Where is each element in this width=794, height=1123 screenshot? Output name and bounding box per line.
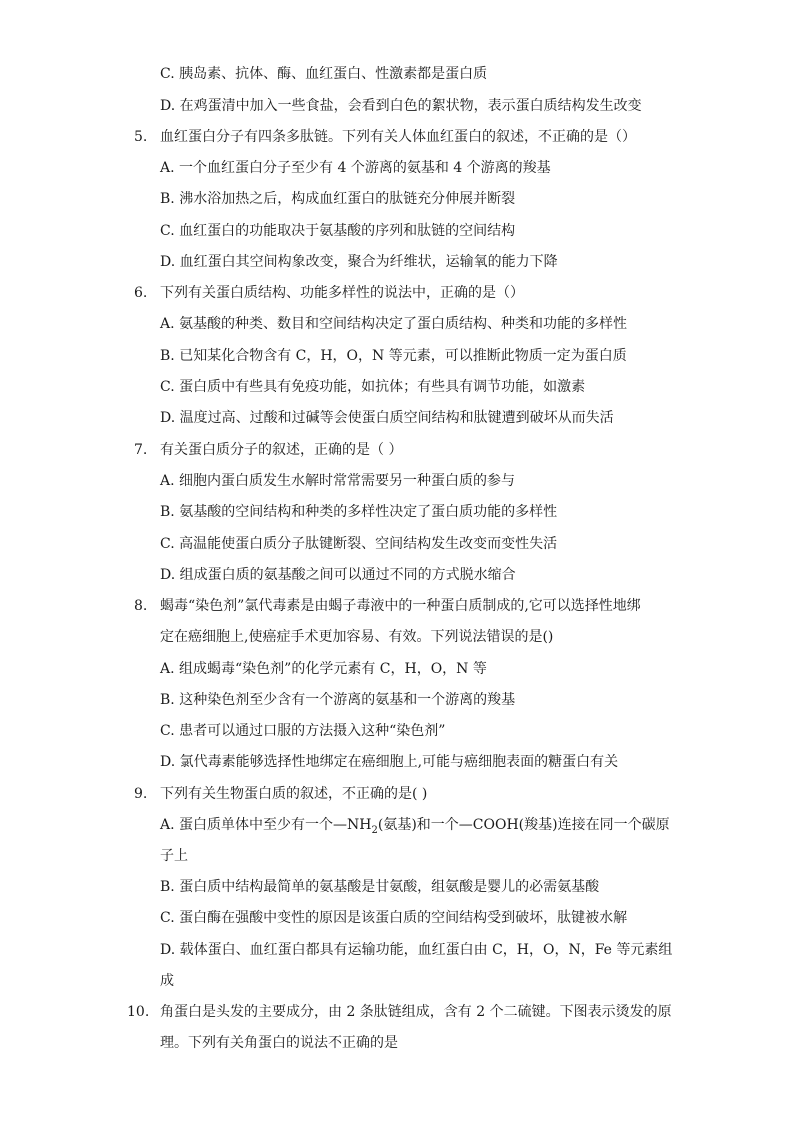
q9-option-a-subscript: 2 bbox=[371, 824, 378, 836]
q8-option-b: B. 这种染色剂至少含有一个游离的氨基和一个游离的羧基 bbox=[160, 692, 516, 708]
q9-option-a-line2: 子上 bbox=[160, 848, 188, 864]
q7-option-b: B. 氨基酸的空间结构和种类的多样性决定了蛋白质功能的多样性 bbox=[160, 504, 558, 520]
q5-option-a: A. 一个血红蛋白分子至少有 4 个游离的氨基和 4 个游离的羧基 bbox=[160, 160, 551, 176]
q8-stem-line2: 定在癌细胞上,使癌症手术更加容易、有效。下列说法错误的是() bbox=[160, 629, 554, 645]
q4-option-c: C. 胰岛素、抗体、酶、血红蛋白、性激素都是蛋白质 bbox=[160, 66, 488, 82]
q10-number: 10. bbox=[127, 1004, 150, 1020]
q6-option-a: A. 氨基酸的种类、数目和空间结构决定了蛋白质结构、种类和功能的多样性 bbox=[160, 316, 628, 332]
q9-option-c: C. 蛋白酶在强酸中变性的原因是该蛋白质的空间结构受到破坏，肽键被水解 bbox=[160, 910, 628, 926]
q6-option-c: C. 蛋白质中有些具有免疫功能，如抗体；有些具有调节功能，如激素 bbox=[160, 379, 586, 395]
q6-stem: 下列有关蛋白质结构、功能多样性的说法中，正确的是（） bbox=[160, 285, 524, 301]
q5-stem: 血红蛋白分子有四条多肽链。下列有关人体血红蛋白的叙述，不正确的是（） bbox=[160, 129, 636, 145]
q9-number: 9. bbox=[134, 786, 148, 802]
q8-stem-line1: 蝎毒“染色剂”氯代毒素是由蝎子毒液中的一种蛋白质制成的,它可以选择性地绑 bbox=[160, 598, 641, 614]
q7-stem: 有关蛋白质分子的叙述，正确的是（ ） bbox=[160, 442, 403, 458]
q7-option-a: A. 细胞内蛋白质发生水解时常常需要另一种蛋白质的参与 bbox=[160, 473, 516, 489]
q10-stem-line2: 理。下列有关角蛋白的说法不正确的是 bbox=[160, 1035, 398, 1051]
q6-number: 6. bbox=[134, 285, 148, 301]
q7-option-c: C. 高温能使蛋白质分子肽键断裂、空间结构发生改变而变性失活 bbox=[160, 536, 558, 552]
q9-option-a-line1 bbox=[160, 815, 670, 835]
q9-option-d-line2: 成 bbox=[160, 973, 174, 989]
q5-option-c: C. 血红蛋白的功能取决于氨基酸的序列和肽链的空间结构 bbox=[160, 223, 516, 239]
q9-stem: 下列有关生物蛋白质的叙述，不正确的是( ) bbox=[160, 786, 428, 802]
q5-option-d: D. 血红蛋白其空间构象改变，聚合为纤维状，运输氧的能力下降 bbox=[160, 254, 558, 270]
q10-stem-line1: 角蛋白是头发的主要成分，由 2 条肽链组成，含有 2 个二硫键。下图表示烫发的原 bbox=[160, 1004, 672, 1020]
q5-number: 5. bbox=[134, 129, 148, 145]
q8-option-d: D. 氯代毒素能够选择性地绑定在癌细胞上,可能与癌细胞表面的糖蛋白有关 bbox=[160, 754, 619, 770]
q7-option-d: D. 组成蛋白质的氨基酸之间可以通过不同的方式脱水缩合 bbox=[160, 567, 516, 583]
q9-option-d-line1: D. 载体蛋白、血红蛋白都具有运输功能，血红蛋白由 C，H，O，N，Fe 等元素组 bbox=[160, 942, 673, 958]
q9-option-b: B. 蛋白质中结构最简单的氨基酸是甘氨酸，组氨酸是婴儿的必需氨基酸 bbox=[160, 879, 600, 895]
q6-option-d: D. 温度过高、过酸和过碱等会使蛋白质空间结构和肽键遭到破坏从而失活 bbox=[160, 410, 614, 426]
q9-option-a-text-pre: A. 蛋白质单体中至少有一个—NH bbox=[160, 817, 372, 833]
q6-option-b: B. 已知某化合物含有 C，H，O，N 等元素，可以推断此物质一定为蛋白质 bbox=[160, 348, 627, 364]
q8-option-c: C. 患者可以通过口服的方法摄入这种“染色剂” bbox=[160, 723, 446, 739]
q4-option-d: D. 在鸡蛋清中加入一些食盐，会看到白色的絮状物，表示蛋白质结构发生改变 bbox=[160, 98, 642, 114]
q8-number: 8. bbox=[134, 598, 148, 614]
q7-number: 7. bbox=[134, 442, 148, 458]
q9-option-a-text-post: (氨基)和一个—COOH(羧基)连接在同一个碳原 bbox=[377, 817, 670, 833]
q8-option-a: A. 组成蝎毒“染色剂”的化学元素有 C，H，O，N 等 bbox=[160, 661, 487, 677]
q5-option-b: B. 沸水浴加热之后，构成血红蛋白的肽链充分伸展并断裂 bbox=[160, 191, 516, 207]
